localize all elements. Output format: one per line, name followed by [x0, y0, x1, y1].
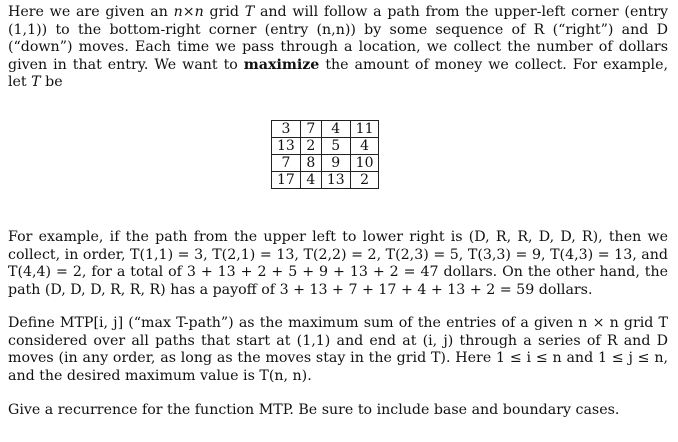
intro-text-1: Here we are given an: [8, 4, 174, 20]
grid-row: [272, 155, 379, 172]
intro-text-3: and will follow a path from the upper-left corner (entry (1,1)) to the bottom-right corner (entry (n,n)) by some sequence of R (“right”) and D (“down”) moves. Each time we pass through a location, we collect the number of dollars given in that entry. We want to: [8, 4, 668, 73]
example-paragraph: [8, 229, 668, 299]
grid-cell: 13: [272, 138, 301, 155]
grid-row: [272, 172, 379, 189]
grid-cell: 9: [321, 155, 350, 172]
grid-cell: 8: [300, 155, 321, 172]
grid-cell: 17: [272, 172, 301, 189]
grid-cell: 4: [321, 121, 350, 138]
example-grid: [271, 120, 379, 189]
question-paragraph: [8, 402, 668, 420]
grid-cell: 13: [321, 172, 350, 189]
grid-cell: 7: [272, 155, 301, 172]
grid-cell: 11: [350, 121, 379, 138]
intro-paragraph: [8, 4, 668, 92]
intro-text-4: the amount of money we collect. For example, let: [8, 56, 668, 91]
intro-math-t: T: [244, 4, 255, 20]
grid-cell: 7: [300, 121, 321, 138]
grid-cell: 4: [300, 172, 321, 189]
example-text: For example, if the path from the upper left to lower right is (D, R, R, D, D, R), then we collect, in order, T(1,1) = 3, T(2,1) = 13, T(2,2) = 2, T(2,3) = 5, T(3,3) = 9, T(4,3) = 13, and T(4,4) = 2, for a total of 3 + 13 + 2 + 5 + 9 + 13 + 2 = 47 dollars. On the other hand, the path (D, D, D, R, R, R) has a payoff of 3 + 13 + 7 + 17 + 4 + 13 + 2 = 59 dollars.: [8, 229, 668, 298]
grid-row: [272, 138, 379, 155]
intro-math-nxn: n×n: [173, 4, 204, 20]
intro-text-2: grid: [203, 4, 245, 20]
definition-paragraph: [8, 315, 668, 385]
intro-bold-maximize: maximize: [243, 56, 320, 73]
grid-cell: 5: [321, 138, 350, 155]
grid-row: [272, 121, 379, 138]
question-text: Give a recurrence for the function MTP. Be sure to include base and boundary cases.: [8, 402, 620, 418]
intro-text-5: be: [40, 74, 63, 91]
grid-cell: 3: [272, 121, 301, 138]
grid-cell: 10: [350, 155, 379, 172]
intro-math-t-2: T: [31, 74, 41, 91]
grid-cell: 2: [350, 172, 379, 189]
definition-text: Define MTP[i, j] (“max T-path”) as the maximum sum of the entries of a given n × n grid T considered over all paths that start at (1,1) and end at (i, j) through a series of R and D moves (in any order, as long as the moves stay in the grid T). Here 1 ≤ i ≤ n and 1 ≤ j ≤ n, and the desired maximum value is T(n, n).: [8, 315, 668, 384]
example-grid-container: [271, 120, 379, 189]
grid-cell: 2: [300, 138, 321, 155]
grid-cell: 4: [350, 138, 379, 155]
